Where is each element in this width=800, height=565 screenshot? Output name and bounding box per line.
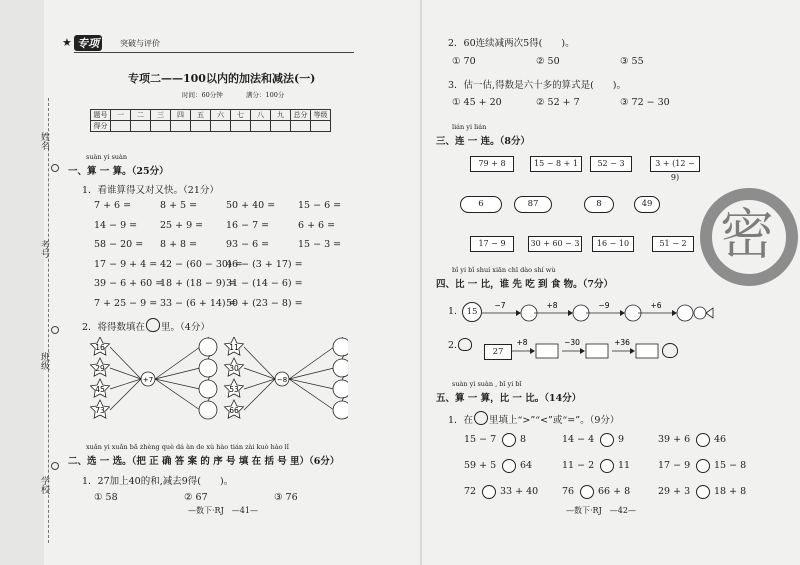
section5-heading: 五、算 一 算，比 一 比。（14分）	[436, 393, 582, 404]
chain2-start-box	[484, 344, 512, 360]
arrow-head	[530, 348, 535, 354]
chain1-number-label: 1.	[448, 306, 458, 317]
match-box-bottom[interactable]: 51 − 2	[652, 236, 694, 252]
section2-heading: 二、选 一 选。（把 正 确 答 案 的 序 号 填 在 括 号 里）（6分）	[68, 456, 340, 467]
chain-blank-circle[interactable]	[677, 305, 693, 321]
connector-line	[110, 347, 141, 379]
arithmetic-problem: 7 + 6 =	[94, 200, 132, 211]
connector-line	[244, 368, 275, 379]
q2-2-option-c: ③ 55	[620, 56, 644, 67]
match-oval[interactable]: 6	[460, 196, 502, 213]
apple-icon	[333, 338, 348, 356]
star-number: 16	[95, 343, 105, 352]
score-input-cell[interactable]	[151, 121, 171, 132]
compare-blank-circle[interactable]	[502, 433, 516, 447]
score-table-header-cell: 二	[131, 110, 151, 121]
q2-3-option-c: ③ 72 − 30	[620, 97, 670, 108]
arithmetic-problem: 50 + 40 =	[226, 200, 276, 211]
connector-line	[155, 368, 200, 379]
score-input-cell[interactable]	[251, 121, 271, 132]
arithmetic-problem: 42 − (60 − 30) =	[160, 258, 243, 270]
s5-q1-label	[448, 411, 619, 426]
chain2-start-value: 27	[492, 347, 504, 357]
fish-tail-icon	[706, 308, 713, 318]
score-table-header-cell: 五	[191, 110, 211, 121]
stamp-character: 密	[720, 203, 774, 266]
arithmetic-problem: 15 − 3 =	[298, 239, 342, 250]
chain-operation: +6	[650, 301, 662, 310]
apple-icon	[333, 401, 348, 419]
score-input-cell[interactable]	[131, 121, 151, 132]
arithmetic-problem: 7 + 25 − 9 =	[94, 297, 158, 309]
q2-1-option-a: ① 58	[94, 492, 118, 503]
chain-blank-box[interactable]	[636, 344, 658, 358]
match-box-bottom[interactable]: 17 − 9	[470, 236, 514, 252]
q2-1-option-c: ③ 76	[274, 492, 298, 503]
score-info: 满分：100分	[246, 91, 285, 99]
star-number: 73	[95, 406, 105, 415]
compare-left-expr: 14 − 4	[562, 434, 595, 445]
section1-pinyin: suàn yi suàn	[86, 153, 128, 161]
apple-icon	[199, 359, 217, 377]
arrow-head	[516, 310, 521, 316]
chain-operation: −7	[494, 301, 506, 310]
apple-icon	[333, 380, 348, 398]
page-title: 专项二——100以内的加法和减法(一)	[128, 72, 316, 85]
score-input-cell[interactable]	[171, 121, 191, 132]
series-subtitle: 突破与评价	[120, 39, 160, 48]
q2-label-post: 里。（4分）	[161, 322, 210, 333]
compare-left-expr: 72	[464, 486, 477, 497]
score-table-header-cell: 总分	[291, 110, 311, 121]
arrow-head	[568, 310, 573, 316]
apple-icon	[199, 401, 217, 419]
arithmetic-problem: 46 − (3 + 17) =	[226, 258, 303, 270]
operator-label: +7	[142, 376, 154, 384]
chain1-start-value: 15	[466, 307, 478, 317]
score-table-header-row	[91, 110, 331, 121]
connector-line	[110, 368, 141, 379]
connector-line	[289, 347, 334, 379]
q2-2-option-a: ① 70	[452, 56, 476, 67]
header-rule	[74, 52, 354, 53]
section5-pinyin: suàn yi suàn , bǐ yi bǐ	[452, 380, 522, 388]
compare-left-expr: 29 + 3	[658, 486, 691, 497]
match-box-top[interactable]: 15 − 8 + 1	[530, 156, 582, 172]
q2-3-label: 3．估一估,得数是六十多的算式是( )。	[448, 80, 626, 91]
star-number: 45	[95, 385, 105, 394]
arithmetic-problem: 17 − 9 + 4 =	[94, 258, 158, 270]
series-badge: 专项	[74, 35, 102, 51]
arrow-head	[580, 348, 585, 354]
score-input-cell[interactable]	[271, 121, 291, 132]
score-table-header-cell: 六	[211, 110, 231, 121]
side-label-exam-number: 考号	[39, 240, 49, 258]
compare-blank-circle[interactable]	[502, 459, 516, 473]
chain-blank-box[interactable]	[536, 344, 558, 358]
arithmetic-problem: 6 + 6 =	[298, 219, 336, 231]
score-input-cell[interactable]	[211, 121, 231, 132]
score-table-header-cell: 题号	[91, 110, 111, 121]
score-table-header-cell: 一	[111, 110, 131, 121]
q1-label: 1．看谁算得又对又快。（21分）	[82, 185, 219, 196]
match-oval[interactable]: 8	[584, 196, 614, 213]
compare-blank-circle[interactable]	[600, 433, 614, 447]
star-apple-diagram	[88, 337, 348, 432]
star-number: 30	[229, 364, 239, 373]
score-input-cell[interactable]	[111, 121, 131, 132]
q2-1-label: 1．27加上40的和,减去9得( )。	[82, 476, 234, 487]
compare-right-expr: 66 + 8	[598, 486, 631, 497]
side-label-name: 姓名	[39, 132, 49, 150]
score-input-cell[interactable]	[231, 121, 251, 132]
q2-3-option-a: ① 45 + 20	[452, 97, 502, 108]
s5-q1-label-pre: 1．在	[448, 415, 474, 426]
compare-right-expr: 18 + 8	[714, 486, 747, 497]
chain-operation: −30	[564, 338, 580, 347]
score-table-header-cell: 七	[231, 110, 251, 121]
score-table-header-cell: 八	[251, 110, 271, 121]
compare-right-expr: 8	[520, 434, 527, 445]
compare-right-expr: 9	[618, 434, 625, 445]
chain-operation: +36	[614, 338, 630, 347]
compare-left-expr: 76	[562, 486, 575, 497]
score-table	[90, 109, 331, 132]
binding-punch-hole	[51, 326, 59, 334]
compare-right-expr: 33 + 40	[500, 486, 539, 497]
right-page-footer: —数下·RJ —42—	[566, 506, 636, 515]
chicken-icon	[458, 338, 472, 351]
match-box-bottom[interactable]: 16 − 10	[592, 236, 634, 252]
chain-operation: +8	[516, 338, 528, 347]
compare-left-expr: 17 − 9	[658, 460, 691, 471]
q2-3-option-b: ② 52 + 7	[536, 97, 580, 108]
connector-line	[155, 347, 200, 379]
chain1-arrows	[480, 298, 730, 328]
peach-icon	[662, 343, 678, 358]
arithmetic-problem: 25 + 9 =	[160, 219, 204, 231]
q2-label-pre: 2．将得数填在	[82, 322, 146, 333]
section4-pinyin: bǐ yi bǐ shuí xiān chī dào shí wù	[452, 266, 556, 274]
page-fold-line	[420, 0, 422, 565]
chain-operation: −9	[598, 301, 610, 310]
score-input-cell[interactable]	[311, 121, 331, 132]
match-box-bottom[interactable]: 30 + 60 − 3	[528, 236, 582, 252]
arrow-head	[630, 348, 635, 354]
operator-label: −8	[276, 376, 288, 384]
score-table-header-cell: 三	[151, 110, 171, 121]
star-number: 53	[229, 385, 239, 394]
left-page-footer: —数下·RJ —41—	[188, 506, 258, 515]
q2-2-option-b: ② 50	[536, 56, 560, 67]
connector-line	[289, 368, 334, 379]
section1-heading: 一、算 一 算。（25分）	[68, 166, 169, 177]
q2-label	[82, 318, 210, 333]
star-icon: ★	[62, 36, 72, 49]
compare-right-expr: 46	[714, 434, 727, 445]
arrow-head	[620, 310, 625, 316]
score-input-cell[interactable]	[291, 121, 311, 132]
chain2-number-label: 2.	[448, 340, 458, 351]
score-table-header-cell: 四	[171, 110, 191, 121]
compare-left-expr: 59 + 5	[464, 460, 497, 471]
arithmetic-problem: 18 + (18 − 9) =	[160, 278, 237, 289]
compare-blank-circle[interactable]	[482, 485, 496, 499]
apple-icon	[199, 338, 217, 356]
compare-left-expr: 11 − 2	[562, 460, 595, 471]
match-oval[interactable]: 87	[514, 196, 552, 213]
arithmetic-problem: 8 + 5 =	[160, 200, 198, 211]
compare-left-expr: 15 − 7	[464, 434, 497, 445]
match-box-top[interactable]: 79 + 8	[470, 156, 514, 172]
arithmetic-problem: 14 − 9 =	[94, 219, 138, 231]
arithmetic-problem: 39 − 6 + 60 =	[94, 278, 164, 289]
score-table-header-cell: 九	[271, 110, 291, 121]
score-table-header-cell: 等级	[311, 110, 331, 121]
score-input-cell[interactable]	[191, 121, 211, 132]
arithmetic-problem: 33 − (6 + 14) =	[160, 297, 237, 309]
compare-right-expr: 64	[520, 460, 533, 471]
blank-circle-icon	[474, 411, 488, 425]
time-info: 时间：60分钟	[182, 91, 223, 99]
arithmetic-problem: 50 + (23 − 8) =	[226, 297, 303, 309]
arithmetic-problem: 16 − 7 =	[226, 219, 270, 231]
fish-icon	[694, 307, 706, 319]
match-box-top[interactable]: 3 + (12 − 9)	[650, 156, 700, 172]
s5-q1-label-post: 里填上“>”“<”或“=”。（9分）	[489, 415, 620, 426]
compare-right-expr: 15 − 8	[714, 460, 747, 471]
compare-right-expr: 11	[618, 460, 631, 471]
compare-left-expr: 39 + 6	[658, 434, 691, 445]
compare-blank-circle[interactable]	[696, 433, 710, 447]
compare-blank-circle[interactable]	[696, 459, 710, 473]
arithmetic-problem: 93 − 6 =	[226, 239, 270, 250]
match-oval[interactable]: 49	[634, 196, 660, 213]
compare-blank-circle[interactable]	[580, 485, 594, 499]
apple-icon	[333, 359, 348, 377]
score-table-row-label: 得分	[91, 121, 111, 132]
apple-icon	[146, 318, 160, 332]
star-number: 11	[229, 343, 239, 352]
compare-blank-circle[interactable]	[600, 459, 614, 473]
section3-pinyin: lián yi lián	[452, 123, 487, 131]
star-number: 66	[229, 406, 239, 415]
section4-heading: 四、比 一 比，谁 先 吃 到 食 物。（7分）	[436, 279, 614, 290]
chain-operation: +8	[546, 301, 558, 310]
side-label-school: 学校	[39, 476, 49, 494]
q2-1-option-b: ② 67	[184, 492, 208, 503]
section2-pinyin: xuǎn yi xuǎn bǎ zhèng què dá àn de xù hào tián zài kuò hào lǐ	[86, 443, 289, 451]
chain-blank-box[interactable]	[586, 344, 608, 358]
compare-blank-circle[interactable]	[696, 485, 710, 499]
arithmetic-problem: 8 + 8 =	[160, 239, 198, 250]
arithmetic-problem: 15 − 6 =	[298, 200, 342, 211]
section3-heading: 三、连 一 连。（8分）	[436, 136, 530, 147]
arithmetic-problem: 58 − 20 =	[94, 239, 144, 250]
arithmetic-problem: 31 − (14 − 6) =	[226, 278, 303, 289]
arrow-head	[672, 310, 677, 316]
match-box-top[interactable]: 52 − 3	[590, 156, 632, 172]
star-number: 29	[95, 364, 105, 373]
connector-line	[244, 347, 275, 379]
chain2-arrows	[510, 336, 720, 366]
q2-2-label: 2．60连续减两次5得( )。	[448, 38, 575, 49]
side-label-class: 班级	[39, 352, 49, 370]
confidential-stamp	[700, 188, 798, 286]
chain1-start-circle	[462, 302, 482, 322]
apple-icon	[199, 380, 217, 398]
score-table-score-row	[91, 121, 331, 132]
binding-punch-hole	[51, 462, 59, 470]
binding-punch-hole	[51, 164, 59, 172]
